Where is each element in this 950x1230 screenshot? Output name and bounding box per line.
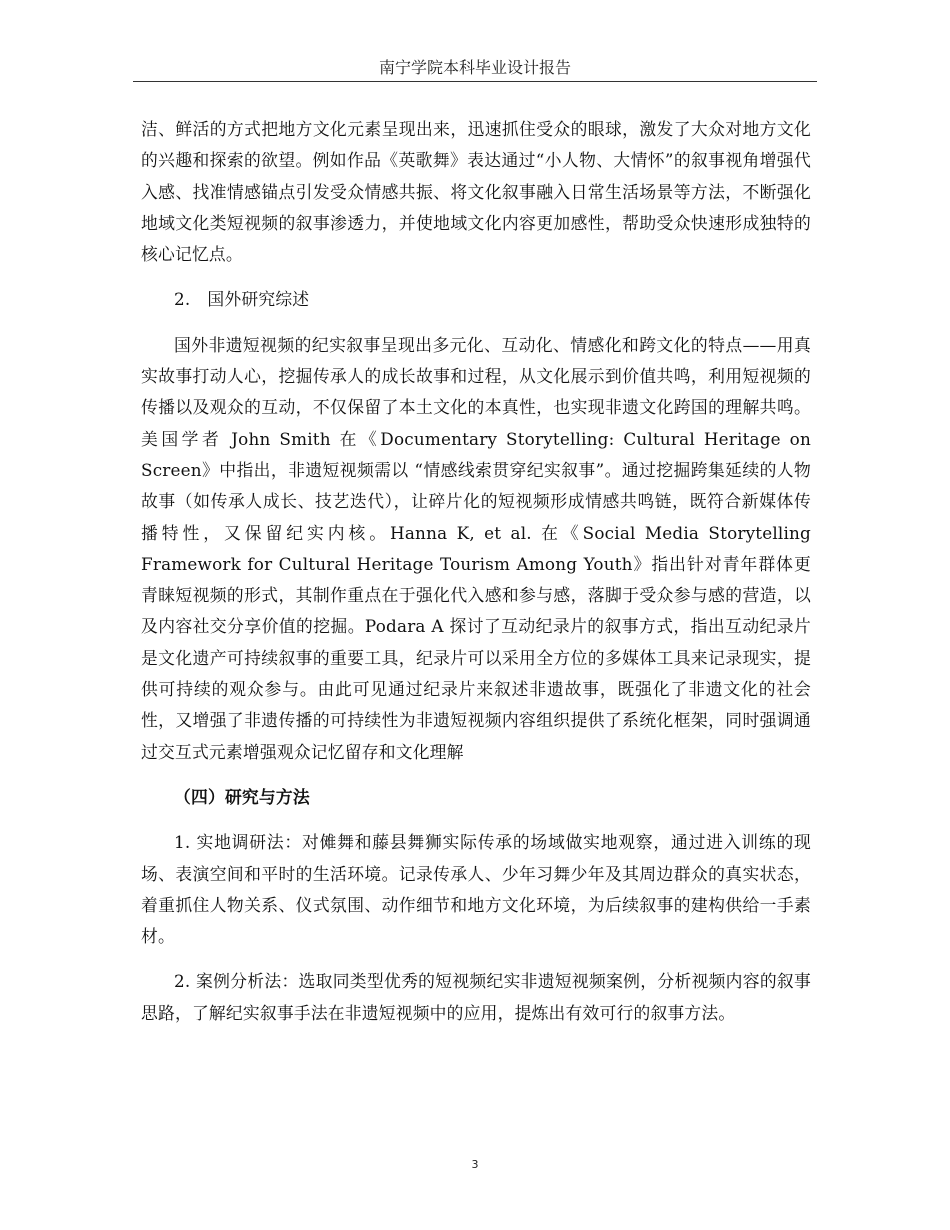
section-heading-methods: （四）研究与方法: [174, 786, 310, 807]
paragraph-continuation: 洁、鲜活的方式把地方文化元素呈现出来，迅速抓住受众的眼球，激发了大众对地方文化的兴趣和探索的欲望。例如作品《英歌舞》表达通过“小人物、大情怀”的叙事视角增强代入感、找准情感锚点引发受众情感共振、将文化叙事融入日常生活场景等方法，不断强化地域文化类短视频的叙事渗透力，并使地域文化内容更加感性，帮助受众快速形成独特的核心记忆点。: [141, 119, 811, 265]
page-number: 3: [471, 1158, 479, 1171]
document-body: [141, 114, 811, 1029]
subheading-foreign-research: 2. 国外研究综述: [174, 289, 310, 310]
paragraph-foreign-research: 国外非遗短视频的纪实叙事呈现出多元化、互动化、情感化和跨文化的特点——用真实故事打动人心，挖掘传承人的成长故事和过程，从文化展示到价值共鸣，利用短视频的传播以及观众的互动，不仅保留了本土文化的本真性，也实现非遗文化跨国的理解共鸣。美国学者 John Smith 在《Documentary Storytelling: Cultural Heritage on Screen》中指出，非遗短视频需以 “情感线索贯穿纪实叙事”。通过挖掘跨集延续的人物故事（如传承人成长、技艺迭代），让碎片化的短视频形成情感共鸣链，既符合新媒体传播特性，又保留纪实内核。Hanna K, et al. 在《Social Media Storytelling Framework for Cultural Heritage Tourism Among Youth》指出针对青年群体更青睐短视频的形式，其制作重点在于强化代入感和参与感，落脚于受众参与感的营造，以及内容社交分享价值的挖掘。Podara A 探讨了互动纪录片的叙事方式，指出互动纪录片是文化遗产可持续叙事的重要工具，纪录片可以采用全方位的多媒体工具来记录现实，提供可持续的观众参与。由此可见通过纪录片来叙述非遗故事，既强化了非遗文化的社会性，又增强了非遗传播的可持续性为非遗短视频内容组织提供了系统化框架，同时强调通过交互式元素增强观众记忆留存和文化理解: [141, 334, 811, 762]
page-header: 南宁学院本科毕业设计报告: [378, 58, 571, 77]
paragraph-field-research: 1. 实地调研法：对傩舞和藤县舞狮实际传承的场域做实地观察，通过进入训练的现场、表演空间和平时的生活环境。记录传承人、少年习舞少年及其周边群众的真实状态，着重抓住人物关系、仪式氛围、动作细节和地方文化环境，为后续叙事的建构供给一手素材。: [141, 832, 811, 947]
paragraph-case-analysis: 2. 案例分析法：选取同类型优秀的短视频纪实非遗短视频案例，分析视频内容的叙事思路，了解纪实叙事手法在非遗短视频中的应用，提炼出有效可行的叙事方法。: [141, 971, 811, 1023]
header-divider: [133, 81, 817, 82]
